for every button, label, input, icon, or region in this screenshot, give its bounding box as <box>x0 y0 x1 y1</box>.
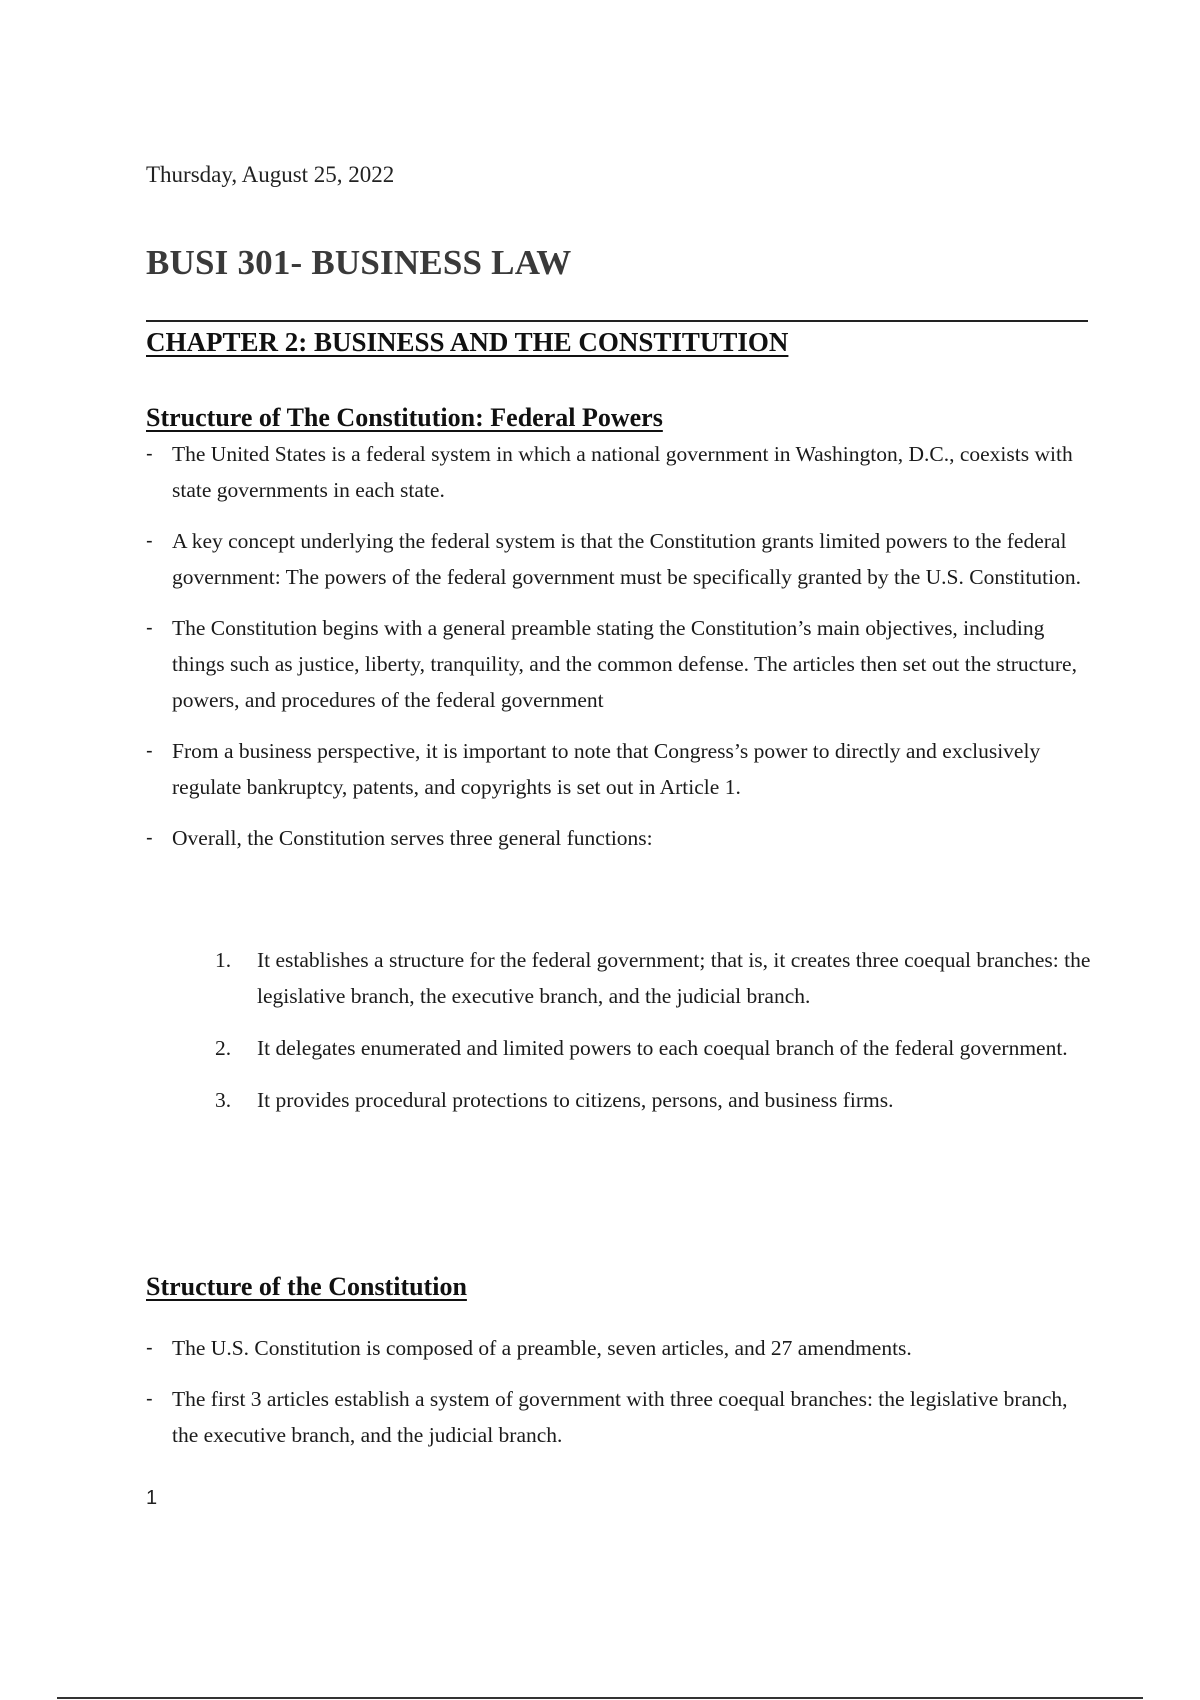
section-heading-structure: Structure of the Constitution <box>146 1272 467 1301</box>
heading-divider <box>146 320 1088 322</box>
page-number: 1 <box>146 1487 158 1509</box>
course-title: BUSI 301- BUSINESS LAW <box>146 243 572 282</box>
list-item-text: The United States is a federal system in which a national government in Washington, D.C., coexists with state governments in each state. <box>172 442 1073 502</box>
list-item-text: It delegates enumerated and limited powers to each coequal branch of the federal government. <box>257 1036 1068 1060</box>
footer-divider <box>57 1697 1143 1699</box>
list-item-text: A key concept underlying the federal system is that the Constitution grants limited powers to the federal government: The powers of the federal government must be specifically granted by the U.S. Constitution. <box>172 529 1081 589</box>
document-date: Thursday, August 25, 2022 <box>146 162 395 187</box>
federal-powers-bullet-list <box>146 436 1096 871</box>
constitution-functions-list <box>215 942 1095 1134</box>
list-item-text: It establishes a structure for the federal government; that is, it creates three coequal branches: the legislative branch, the executive branch, and the judicial branch. <box>257 948 1091 1008</box>
dash-bullet-icon: - <box>146 827 153 849</box>
dash-bullet-icon: - <box>146 1388 153 1410</box>
chapter-title: CHAPTER 2: BUSINESS AND THE CONSTITUTION <box>146 327 789 357</box>
list-item <box>146 733 1096 805</box>
list-item <box>146 1330 1096 1366</box>
numbered-list-item <box>215 1030 1095 1066</box>
list-item-text: Overall, the Constitution serves three general functions: <box>172 826 653 850</box>
list-number: 1. <box>215 948 232 972</box>
numbered-list-item <box>215 1082 1095 1118</box>
list-item <box>146 820 1096 856</box>
list-number: 3. <box>215 1088 232 1112</box>
dash-bullet-icon: - <box>146 740 153 762</box>
structure-bullet-list <box>146 1330 1096 1468</box>
list-item-text: From a business perspective, it is important to note that Congress’s power to directly and exclusively regulate bankruptcy, patents, and copyrights is set out in Article 1. <box>172 739 1041 799</box>
list-item <box>146 610 1096 718</box>
section-heading-federal-powers: Structure of The Constitution: Federal Powers <box>146 403 663 432</box>
numbered-list-item <box>215 942 1095 1014</box>
list-item <box>146 523 1096 595</box>
dash-bullet-icon: - <box>146 1337 153 1359</box>
dash-bullet-icon: - <box>146 530 153 552</box>
list-number: 2. <box>215 1036 232 1060</box>
dash-bullet-icon: - <box>146 443 153 465</box>
dash-bullet-icon: - <box>146 617 153 639</box>
list-item-text: The Constitution begins with a general preamble stating the Constitution’s main objectives, including things such as justice, liberty, tranquility, and the common defense. The articles then set out the structure, powers, and procedures of the federal government <box>172 616 1077 712</box>
list-item <box>146 436 1096 508</box>
list-item <box>146 1381 1096 1453</box>
list-item-text: It provides procedural protections to citizens, persons, and business firms. <box>257 1088 894 1112</box>
list-item-text: The first 3 articles establish a system of government with three coequal branches: the legislative branch, the executive branch, and the judicial branch. <box>172 1387 1068 1447</box>
list-item-text: The U.S. Constitution is composed of a preamble, seven articles, and 27 amendments. <box>172 1336 912 1360</box>
